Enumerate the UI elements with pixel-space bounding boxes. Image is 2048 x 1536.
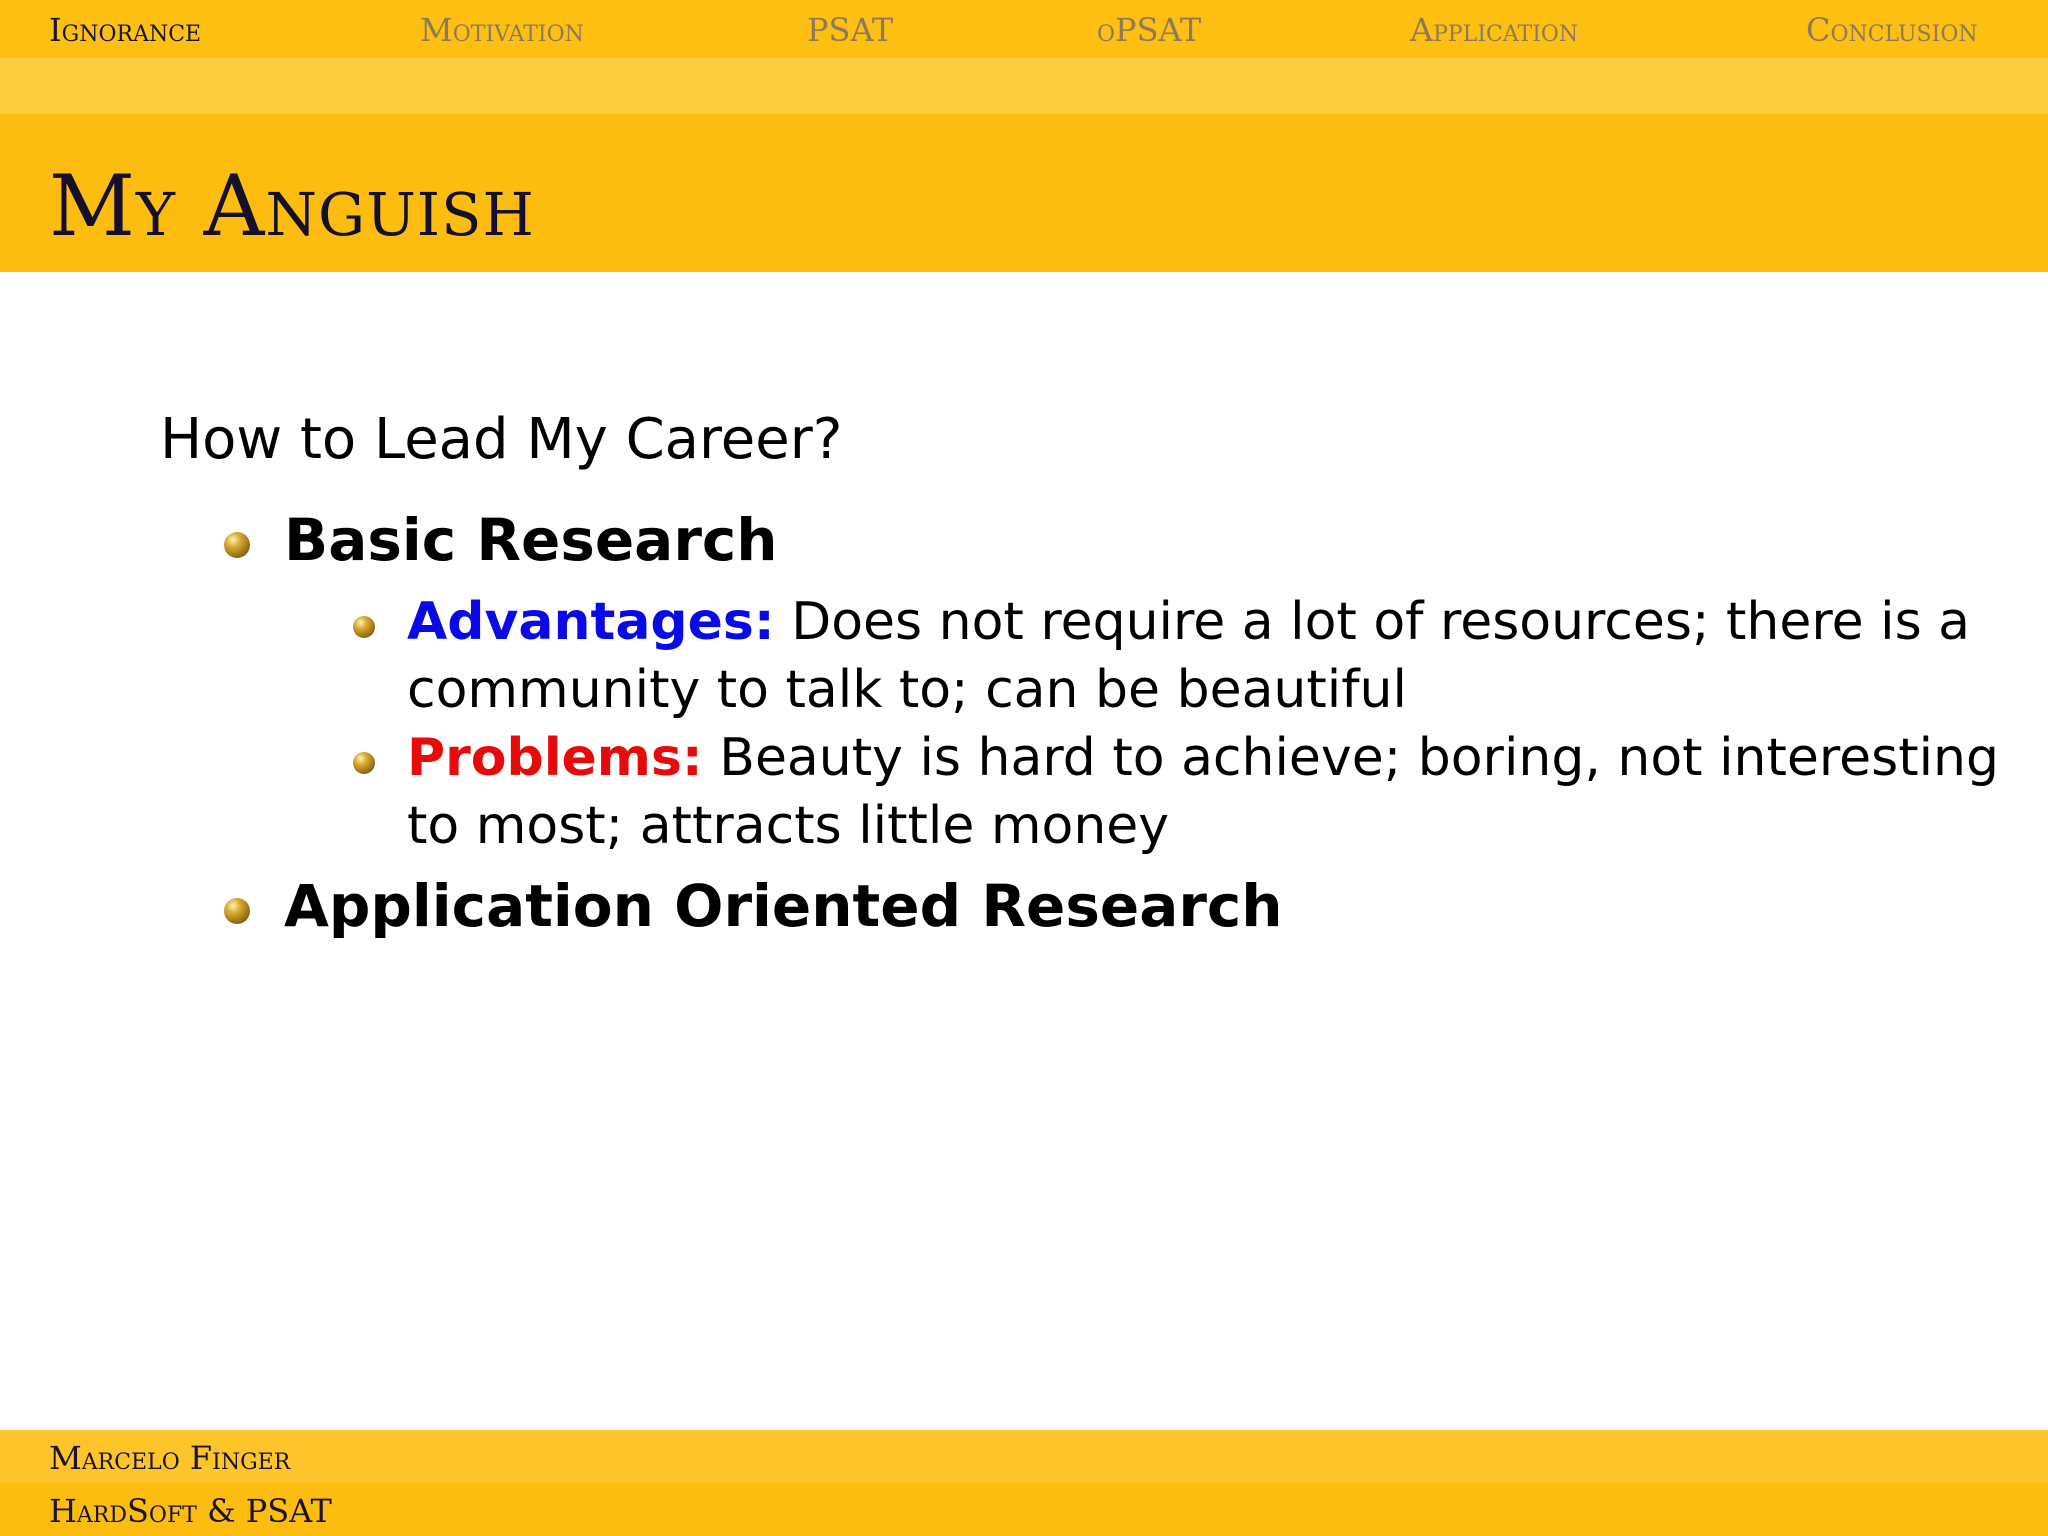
bullet-ball-icon [353, 616, 375, 638]
advantages-label: Advantages: [407, 592, 775, 652]
problems-line-2: to most; attracts little money [407, 796, 1170, 856]
bullet-ball-icon [224, 532, 250, 558]
advantages-line-1 [407, 588, 1970, 656]
nav-item-opsat[interactable]: oPSAT [1097, 11, 1202, 49]
nav-item-application[interactable]: Application [1410, 11, 1579, 49]
nav-item-conclusion[interactable]: Conclusion [1806, 11, 1978, 49]
frame-title: My Anguish [49, 157, 535, 255]
footer-title-bar [0, 1483, 2048, 1536]
problems-line-1 [407, 724, 1999, 792]
footer-author: Marcelo Finger [49, 1439, 291, 1477]
nav-item-ignorance[interactable]: Ignorance [49, 11, 202, 49]
subsection-bar [0, 58, 2048, 114]
nav-item-psat[interactable]: PSAT [807, 11, 894, 49]
footer-short-title: HardSoft & PSAT [49, 1492, 332, 1530]
bullet-ball-icon [353, 752, 375, 774]
advantages-line-2: community to talk to; can be beautiful [407, 660, 1407, 720]
frame-title-band [0, 114, 2048, 272]
footer-author-bar [0, 1430, 2048, 1483]
problems-text-1: Beauty is hard to achieve; boring, not interesting [719, 728, 2000, 788]
item-application-oriented-research: Application Oriented Research [284, 872, 1283, 940]
item-basic-research: Basic Research [284, 506, 778, 574]
bullet-ball-icon [224, 898, 250, 924]
advantages-text-1: Does not require a lot of resources; there is a [791, 592, 1971, 652]
section-nav-bar [0, 0, 2048, 58]
slide-question: How to Lead My Career? [160, 407, 843, 472]
problems-label: Problems: [407, 728, 703, 788]
nav-item-motivation[interactable]: Motivation [420, 11, 584, 49]
